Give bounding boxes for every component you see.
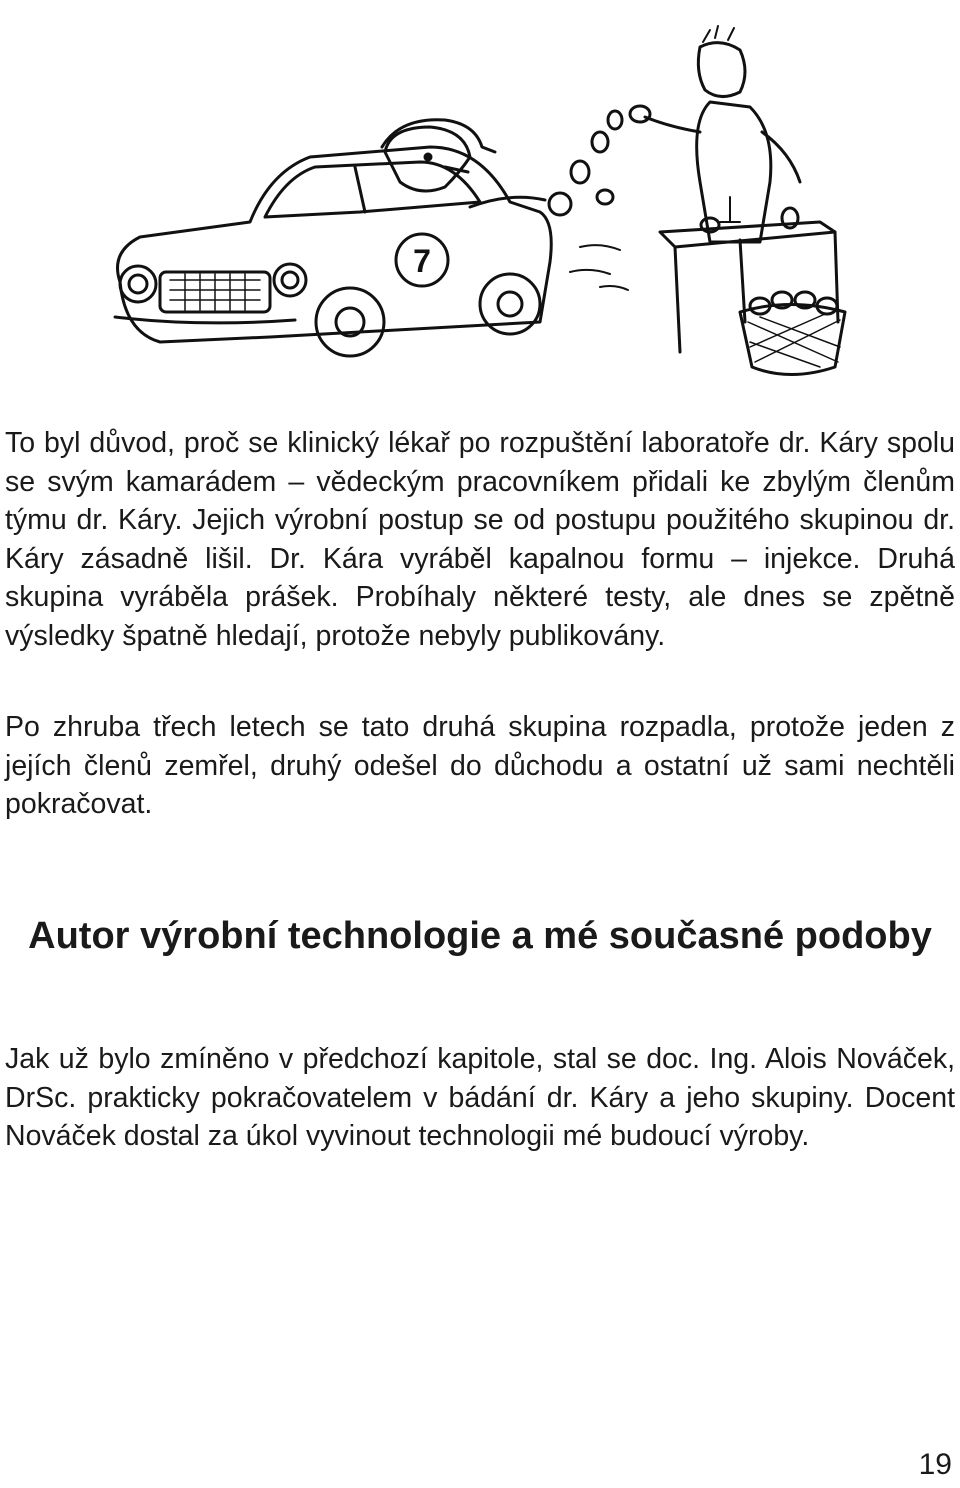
paragraph-3-text: Jak už bylo zmíněno v předchozí kapitole, stal se doc. Ing. Alois Nováček, DrSc. prakticky pokračovatelem v bádání dr. Káry a jeho skupiny. Docent Nováček dostal za úkol vyvinout technologii mé budoucí výroby.: [5, 1043, 955, 1152]
paragraph-2-text: Po zhruba třech letech se tato druhá skupina rozpadla, protože jeden z jejích členů zemřel, druhý odešel do důchodu a ostatní už sami nechtěli pokračovat.: [5, 711, 955, 820]
driver-drawing: [382, 120, 571, 215]
paragraph-3: [5, 1040, 955, 1156]
table-drawing: [660, 197, 838, 352]
paragraph-2: [5, 708, 955, 824]
man-drawing: [630, 26, 800, 242]
egg-basket-drawing: [740, 292, 845, 375]
section-heading: Autor výrobní technologie a mé současné podoby: [28, 915, 932, 957]
cartoon-illustration: [100, 22, 860, 382]
paragraph-1: [5, 424, 955, 655]
paragraph-1-text: To byl důvod, proč se klinický lékař po rozpuštění laboratoře dr. Káry spolu se svým kamarádem – vědeckým pracovníkem přidali ke zbylým členům týmu dr. Káry. Jejich výrobní postup se od postupu použitého skupinou dr. Káry zásadně lišil. Dr. Kára vyráběl kapalnou formu – injekce. Druhá skupina vyráběla prášek. Probíhaly některé testy, ale dnes se zpětně výsledky špatně hledají, protože nebyly publikovány.: [5, 427, 955, 652]
flying-eggs-drawing: [570, 111, 628, 290]
page-number: 19: [918, 1448, 952, 1481]
car-drawing: [115, 147, 551, 356]
car-number: 7: [413, 243, 431, 279]
